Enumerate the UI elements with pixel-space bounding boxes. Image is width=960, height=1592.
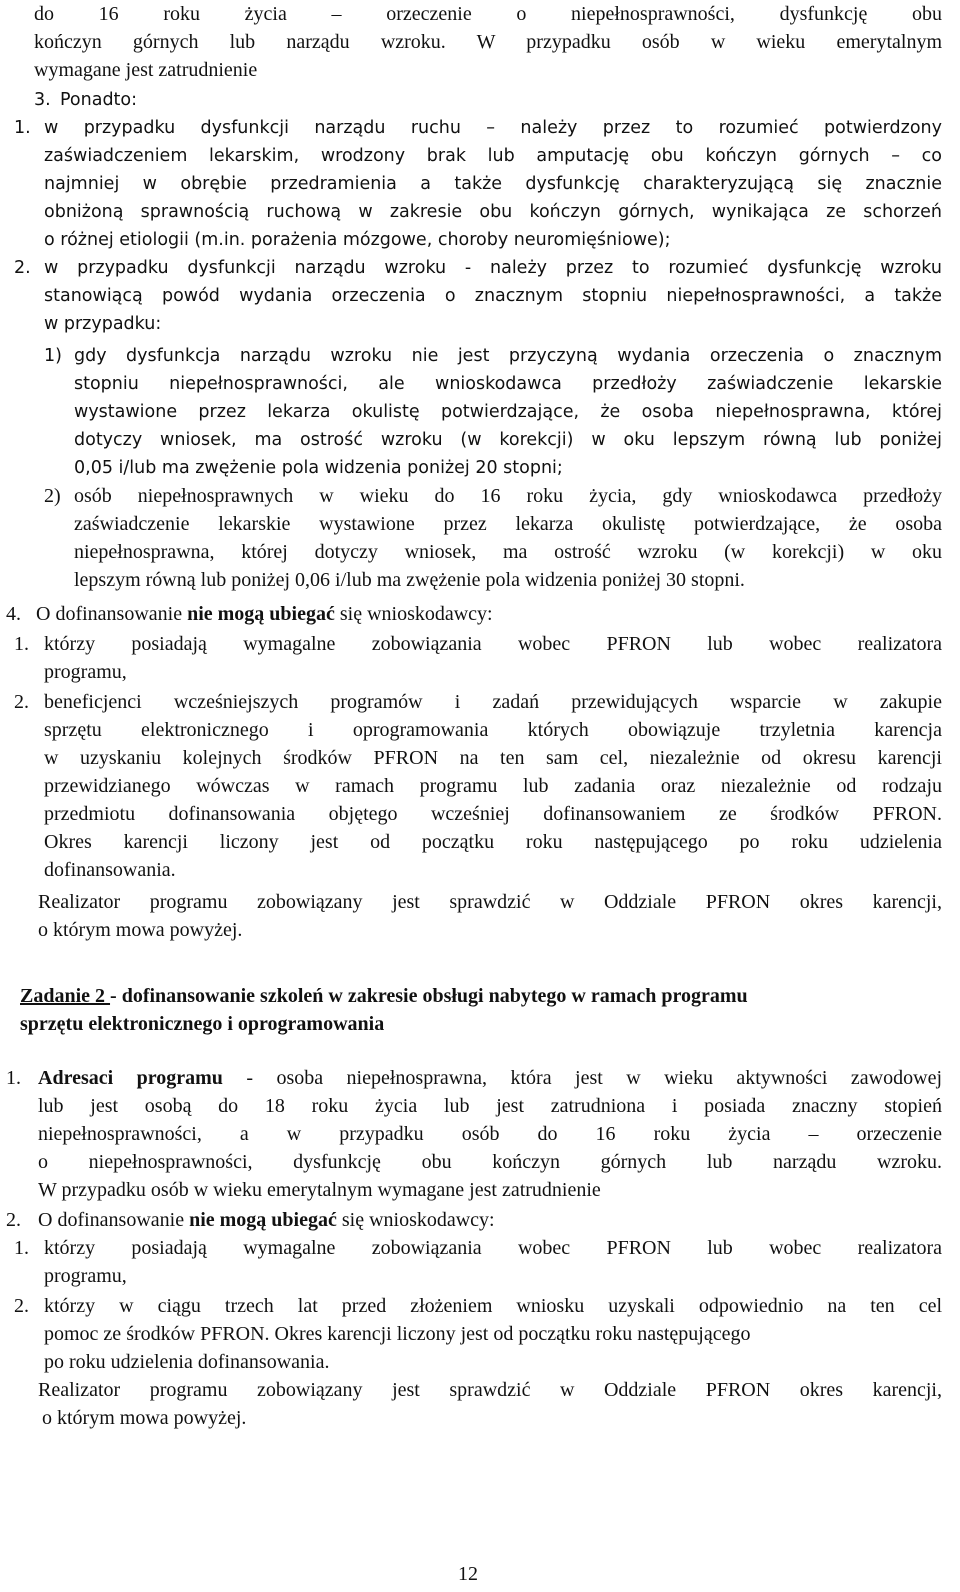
section-heading xyxy=(20,982,748,1010)
section-4-post: się wnioskodawcy: xyxy=(334,603,493,625)
z2-item-2-1-line-1: którzy posiadają wymagalne zobowiązania wobec PFRON lub wobec realizatora xyxy=(44,1237,942,1259)
item-3-1-line-2: zaświadczeniem lekarskim, wrodzony brak lub amputację obu kończyn górnych – co xyxy=(44,146,942,166)
z2-item-1-line-5: W przypadku osób w wieku emerytalnym wymagane jest zatrudnienie xyxy=(38,1179,601,1201)
z2-item-2-text xyxy=(38,1206,495,1234)
item-3-2-1-number: 1) xyxy=(44,346,62,366)
z2-item-1-bold: Adresaci programu xyxy=(38,1067,223,1089)
z2-item-2-2-line-2: pomoc ze środków PFRON. Okres karencji liczony jest od początku roku następującego xyxy=(44,1323,751,1345)
item-3-1-line-3: najmniej w obrębie przedramienia a także dysfunkcję charakteryzującą się znacznie xyxy=(44,174,942,194)
top-line-2: kończyn górnych lub narządu wzroku. W przypadku osób w wieku emerytalnym xyxy=(34,31,942,53)
z2-item-2-2-number: 2. xyxy=(14,1295,29,1317)
section-4-bold: nie mogą ubiegać xyxy=(187,603,335,625)
z2-item-2-pre: O dofinansowanie xyxy=(38,1209,190,1231)
item-4-2-line-4: przewidzianego wówczas w ramach programu lub zadania oraz niezależnie od rodzaju xyxy=(44,775,942,797)
item-3-2-1-line-4: dotyczy wniosek, ma ostrość wzroku (w korekcji) w oku lepszym równą lub poniżej xyxy=(74,430,942,450)
item-3-2-line-3: w przypadku: xyxy=(44,314,162,334)
z2-item-2-1-number: 1. xyxy=(14,1237,29,1259)
z2-item-2-1-line-2: programu, xyxy=(44,1265,127,1287)
item-3-1-number: 1. xyxy=(14,118,31,138)
item-4-1-line-2: programu, xyxy=(44,661,127,683)
item-3-2-1-line-1: gdy dysfunkcja narządu wzroku nie jest przyczyną wydania orzeczenia o znacznym xyxy=(74,346,942,366)
section-4-text xyxy=(36,600,493,628)
heading-underlined: Zadanie 2 xyxy=(20,985,111,1007)
top-line-3: wymagane jest zatrudnienie xyxy=(34,59,258,81)
item-4-2-line-3: w uzyskaniu kolejnych środków PFRON na ten sam cel, niezależnie od okresu karencji xyxy=(44,747,942,769)
section-4-number: 4. xyxy=(6,603,21,625)
item-4-2-line-7: dofinansowania. xyxy=(44,859,176,881)
item-3-2-2-line-4: lepszym równą lub poniżej 0,06 i/lub ma zwężenie pola widzenia poniżej 30 stopni. xyxy=(74,569,745,591)
item-3-1-line-1: w przypadku dysfunkcji narządu ruchu – należy przez to rozumieć potwierdzony xyxy=(44,118,942,138)
z2-item-1-rest: - osoba niepełnosprawna, która jest w wieku aktywności zawodowej xyxy=(222,1067,943,1089)
item-3-2-1-line-5: 0,05 i/lub ma zwężenie pola widzenia poniżej 20 stopni; xyxy=(74,458,563,478)
z2-item-2-2-line-3: po roku udzielenia dofinansowania. xyxy=(44,1351,330,1373)
item-4-2-number: 2. xyxy=(14,691,29,713)
item-3-2-2-line-3: niepełnosprawna, której dotyczy wniosek, ma ostrość wzroku (w korekcji) w oku xyxy=(74,541,942,563)
z2-item-2-number: 2. xyxy=(6,1209,21,1231)
realizator-2-line-1: Realizator programu zobowiązany jest sprawdzić w Oddziale PFRON okres karencji, xyxy=(38,1379,942,1401)
realizator-1-line-1: Realizator programu zobowiązany jest sprawdzić w Oddziale PFRON okres karencji, xyxy=(38,891,942,913)
item-3-2-2-number: 2) xyxy=(44,485,61,507)
item-3-2-2-line-1: osób niepełnosprawnych w wieku do 16 roku życia, gdy wnioskodawca przedłoży xyxy=(74,485,942,507)
z2-item-1-number: 1. xyxy=(6,1067,21,1089)
z2-item-2-post: się wnioskodawcy: xyxy=(336,1209,495,1231)
realizator-2-line-2: o którym mowa powyżej. xyxy=(42,1407,247,1429)
section-3-number: 3. xyxy=(34,90,51,110)
item-4-1-number: 1. xyxy=(14,633,29,655)
realizator-1-line-2: o którym mowa powyżej. xyxy=(38,919,243,941)
item-4-1-line-1: którzy posiadają wymagalne zobowiązania wobec PFRON lub wobec realizatora xyxy=(44,633,942,655)
z2-item-1-line-4: o niepełnosprawności, dysfunkcję obu kończyn górnych lub narządu wzroku. xyxy=(38,1151,942,1173)
z2-item-1-line-3: niepełnosprawności, a w przypadku osób do 16 roku życia – orzeczenie xyxy=(38,1123,942,1145)
top-line-1: do 16 roku życia – orzeczenie o niepełnosprawności, dysfunkcję obu xyxy=(34,3,942,25)
item-3-2-2-line-2: zaświadczenie lekarskie wystawione przez lekarza okulistę potwierdzające, że osoba xyxy=(74,513,942,535)
z2-item-2-2-line-1: którzy w ciągu trzech lat przed złożeniem wniosku uzyskali odpowiednio na ten cel xyxy=(44,1295,942,1317)
section-heading-line-2: sprzętu elektronicznego i oprogramowania xyxy=(20,1013,385,1035)
item-3-2-1-line-3: wystawione przez lekarza okulistę potwierdzające, że osoba niepełnosprawna, której xyxy=(74,402,942,422)
item-4-2-line-6: Okres karencji liczony jest od początku roku następującego po roku udzielenia xyxy=(44,831,942,853)
section-3-text: Ponadto: xyxy=(60,90,138,110)
heading-rest: - dofinansowanie szkoleń w zakresie obsługi nabytego w ramach programu xyxy=(110,985,748,1007)
item-3-1-line-5: o różnej etiologii (m.in. porażenia mózgowe, choroby neuromięśniowe); xyxy=(44,230,671,250)
item-3-1-line-4: obniżoną sprawnością ruchową w zakresie obu kończyn górnych, wynikająca ze schorzeń xyxy=(44,202,942,222)
item-4-2-line-5: przedmiotu dofinansowania objętego wcześniej dofinansowaniem ze środków PFRON. xyxy=(44,803,942,825)
item-3-2-line-2: stanowiącą powód wydania orzeczenia o znacznym stopniu niepełnosprawności, a także xyxy=(44,286,942,306)
item-3-2-number: 2. xyxy=(14,258,31,278)
item-3-2-1-line-2: stopniu niepełnosprawności, ale wnioskodawca przedłoży zaświadczenie lekarskie xyxy=(74,374,942,394)
z2-item-1-line-2: lub jest osobą do 18 roku życia lub jest zatrudniona i posiada znaczny stopień xyxy=(38,1095,942,1117)
page-number: 12 xyxy=(458,1563,478,1585)
item-4-2-line-1: beneficjenci wcześniejszych programów i zadań przewidujących wsparcie w zakupie xyxy=(44,691,942,713)
item-4-2-line-2: sprzętu elektronicznego i oprogramowania których obowiązuje trzyletnia karencja xyxy=(44,719,942,741)
item-3-2-line-1: w przypadku dysfunkcji narządu wzroku - należy przez to rozumieć dysfunkcję wzroku xyxy=(44,258,942,278)
z2-item-2-bold: nie mogą ubiegać xyxy=(189,1209,337,1231)
section-4-pre: O dofinansowanie xyxy=(36,603,188,625)
z2-item-1-line-1 xyxy=(38,1064,942,1092)
